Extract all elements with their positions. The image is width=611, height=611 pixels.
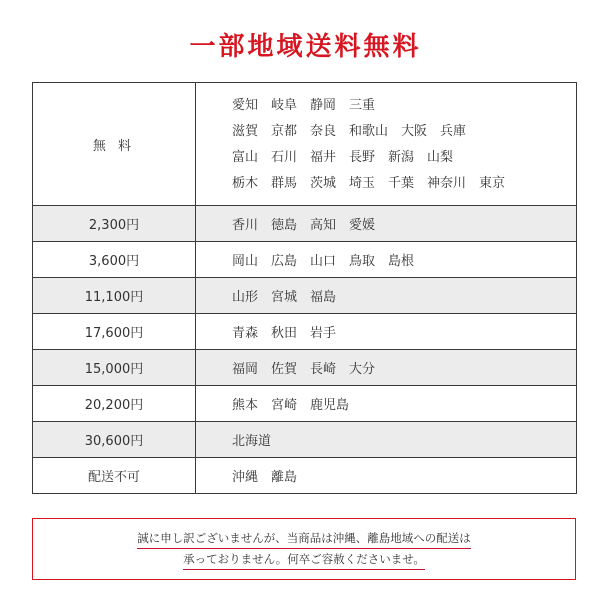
price-cell: 配送不可 [33, 458, 196, 494]
areas-cell: 沖縄 離島 [196, 458, 577, 494]
table-row [33, 278, 577, 314]
table-row [33, 350, 577, 386]
shipping-fee-table [32, 82, 577, 494]
areas-cell: 熊本 宮崎 鹿児島 [196, 386, 577, 422]
table-row [33, 242, 577, 278]
areas-cell: 福岡 佐賀 長崎 大分 [196, 350, 577, 386]
price-cell: 30,600円 [33, 422, 196, 458]
table-row [33, 206, 577, 242]
price-cell: 無 料 [33, 83, 196, 206]
notice-line: 承っておりません。何卒ご容赦くださいませ。 [183, 549, 425, 570]
price-cell: 20,200円 [33, 386, 196, 422]
price-cell: 11,100円 [33, 278, 196, 314]
areas-cell: 北海道 [196, 422, 577, 458]
areas-cell: 山形 宮城 福島 [196, 278, 577, 314]
notice-line: 誠に申し訳ございませんが、当商品は沖縄、離島地域への配送は [137, 528, 471, 549]
price-cell: 2,300円 [33, 206, 196, 242]
table-row [33, 458, 577, 494]
area-line: 愛知 岐阜 静岡 三重 [232, 98, 376, 113]
areas-cell: 香川 徳島 高知 愛媛 [196, 206, 577, 242]
table-row [33, 422, 577, 458]
price-cell: 15,000円 [33, 350, 196, 386]
price-cell: 17,600円 [33, 314, 196, 350]
areas-cell: 青森 秋田 岩手 [196, 314, 577, 350]
page-title: 一部地域送料無料 [189, 32, 422, 62]
areas-cell [196, 83, 577, 206]
price-cell: 3,600円 [33, 242, 196, 278]
notice-box [32, 518, 576, 580]
areas-cell: 岡山 広島 山口 鳥取 島根 [196, 242, 577, 278]
table-row [33, 314, 577, 350]
area-line: 滋賀 京都 奈良 和歌山 大阪 兵庫 [232, 124, 467, 139]
table-row [33, 386, 577, 422]
area-line: 栃木 群馬 茨城 埼玉 千葉 神奈川 東京 [232, 176, 506, 191]
table-row [33, 83, 577, 206]
area-line: 富山 石川 福井 長野 新潟 山梨 [232, 150, 454, 165]
